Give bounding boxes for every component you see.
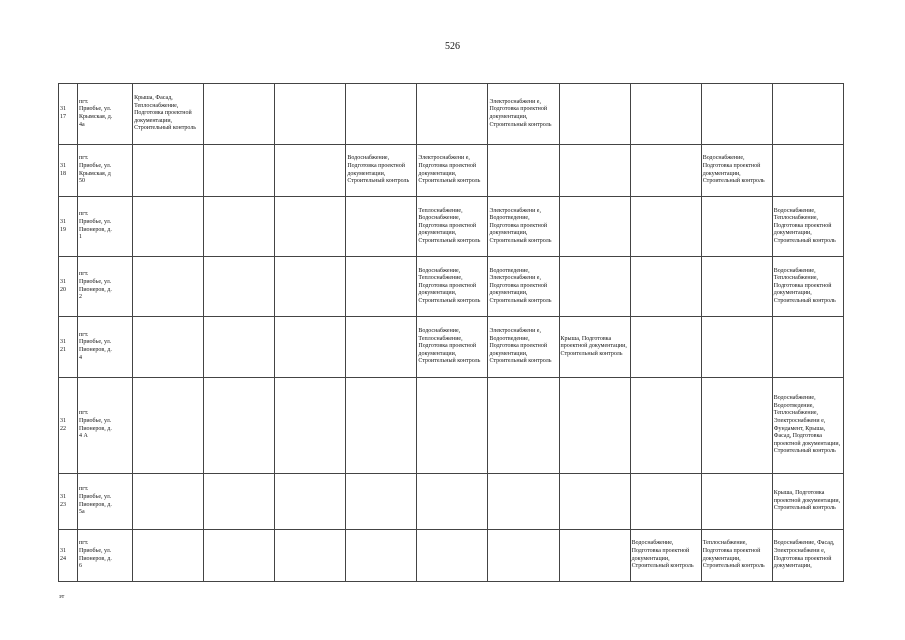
table-row (59, 84, 844, 145)
address-line: 4 (79, 354, 83, 361)
work-type-cell (346, 317, 417, 378)
work-type-cell (204, 197, 275, 257)
row-number-line: 31 (60, 218, 66, 225)
row-number-line: 19 (60, 226, 66, 233)
work-type-cell: Водоснабжение, Теплоснабжение, Подготовка проектной документации, Строительный контроль (417, 317, 488, 378)
address-line: Приобье, ул. (79, 339, 112, 346)
address-line: Приобье, ул. (79, 218, 112, 225)
address-line: пгт. (79, 486, 89, 493)
work-type-cell (204, 474, 275, 530)
address-cell (78, 84, 133, 145)
work-type-cell (133, 197, 204, 257)
table-row (59, 257, 844, 317)
page-number: 526 (445, 41, 460, 52)
row-number-line: 22 (60, 425, 66, 432)
work-type-cell: Теплоснабжение, Подготовка проектной документации, Строительный контроль (701, 530, 772, 582)
table-row (59, 474, 844, 530)
work-type-cell: Водоснабжение, Теплоснабжение, Подготовка проектной документации, Строительный контроль (772, 197, 843, 257)
work-type-cell (488, 530, 559, 582)
row-number-line: 18 (60, 170, 66, 177)
work-type-cell: Крыша, Фасад, Теплоснабжение, Подготовка проектной документации, Строительный контроль (133, 84, 204, 145)
work-type-cell: Водоснабжение, Водоотведение, Теплоснабжение, Электроснабжени е, Фундамент, Крыша, Фасад, Подготовка проектной документации, Строительный контроль (772, 378, 843, 474)
work-type-cell (701, 378, 772, 474)
row-number-line: 17 (60, 114, 66, 120)
address-line: 2 (79, 294, 83, 301)
work-type-cell (133, 257, 204, 317)
work-type-cell (772, 84, 843, 145)
work-type-cell (346, 378, 417, 474)
work-type-cell: Крыша, Подготовка проектной документации, Строительный контроль (559, 317, 630, 378)
work-type-cell (630, 378, 701, 474)
table-body (59, 84, 844, 582)
work-type-cell (204, 530, 275, 582)
work-type-cell: Водоснабжение, Теплоснабжение, Подготовка проектной документации, Строительный контроль (417, 257, 488, 317)
address-line: 4а (79, 121, 85, 128)
row-number-cell (59, 145, 78, 197)
work-type-cell (630, 474, 701, 530)
address-line: 50 (79, 178, 86, 185)
address-cell (78, 530, 133, 582)
work-type-cell (559, 530, 630, 582)
work-type-cell: Водоотведение, Электроснабжени е, Подготовка проектной документации, Строительный контроль (488, 257, 559, 317)
address-line: Приобье, ул. (79, 162, 112, 169)
address-line: Пионеров, д. (79, 501, 112, 508)
work-type-cell (275, 257, 346, 317)
work-type-cell (488, 474, 559, 530)
address-cell (78, 257, 133, 317)
row-number-cell (59, 84, 78, 145)
row-number-line: 31 (60, 339, 66, 346)
work-type-cell: Крыша, Подготовка проектной документации, Строительный контроль (772, 474, 843, 530)
work-type-cell (630, 317, 701, 378)
row-number-cell (59, 257, 78, 317)
work-type-cell (346, 474, 417, 530)
row-number-line: 31 (60, 278, 66, 285)
address-line: пгт. (79, 271, 89, 278)
address-line: Приобье, ул. (79, 547, 112, 554)
work-type-cell (204, 317, 275, 378)
work-type-cell (559, 197, 630, 257)
work-type-cell (204, 84, 275, 145)
work-type-cell (559, 474, 630, 530)
work-type-cell (275, 317, 346, 378)
address-line: Приобье, ул. (79, 493, 112, 500)
work-type-cell (346, 84, 417, 145)
work-type-cell (701, 317, 772, 378)
table-row (59, 145, 844, 197)
work-type-cell (133, 145, 204, 197)
address-line: Пионеров, д. (79, 425, 112, 432)
work-type-cell (630, 197, 701, 257)
address-cell (78, 197, 133, 257)
work-type-cell: Водоснабжение, Подготовка проектной документации, Строительный контроль (701, 145, 772, 197)
address-line: Пионеров, д. (79, 286, 112, 293)
footer-mark: эт (59, 594, 65, 600)
work-type-cell (204, 145, 275, 197)
work-type-cell (417, 530, 488, 582)
work-type-cell: Водоснабжение, Подготовка проектной документации, Строительный контроль (630, 530, 701, 582)
address-line: 6 (79, 563, 83, 570)
work-type-cell (275, 145, 346, 197)
row-number-cell (59, 474, 78, 530)
address-line: пгт. (79, 155, 89, 162)
table-row (59, 378, 844, 474)
work-type-cell (346, 257, 417, 317)
work-type-cell (488, 378, 559, 474)
work-type-cell (630, 84, 701, 145)
row-number-cell (59, 378, 78, 474)
address-line: Приобье, ул. (79, 278, 112, 285)
work-type-cell (275, 197, 346, 257)
work-type-cell (559, 257, 630, 317)
row-number-line: 20 (60, 286, 66, 293)
table-row (59, 197, 844, 257)
address-line: Приобье, ул. (79, 417, 112, 424)
work-type-cell (701, 197, 772, 257)
work-type-cell (559, 145, 630, 197)
row-number-line: 31 (60, 493, 66, 500)
work-type-cell: Электроснабжени е, Подготовка проектной документации, Строительный контроль (488, 84, 559, 145)
work-type-cell (417, 474, 488, 530)
address-cell (78, 145, 133, 197)
work-type-cell: Водоснабжение, Подготовка проектной документации, Строительный контроль (346, 145, 417, 197)
row-number-line: 31 (60, 417, 66, 424)
work-type-cell (204, 378, 275, 474)
work-type-cell (275, 378, 346, 474)
work-type-cell (559, 84, 630, 145)
work-type-cell: Теплоснабжение, Водоснабжение, Подготовка проектной документации, Строительный контроль (417, 197, 488, 257)
address-line: Крымская, д. (79, 114, 113, 120)
work-type-cell (417, 378, 488, 474)
row-number-cell (59, 197, 78, 257)
work-type-cell (630, 257, 701, 317)
table-row (59, 530, 844, 582)
address-line: пгт. (79, 540, 89, 547)
address-line: пгт. (79, 98, 89, 105)
work-type-cell (488, 145, 559, 197)
address-line: пгт. (79, 331, 89, 338)
work-type-cell (133, 530, 204, 582)
address-cell (78, 378, 133, 474)
work-type-cell (204, 257, 275, 317)
address-line: Приобье, ул. (79, 106, 112, 113)
work-type-cell (133, 378, 204, 474)
row-number-line: 23 (60, 501, 66, 508)
work-type-cell (346, 530, 417, 582)
row-number-line: 31 (60, 547, 66, 554)
row-number-cell (59, 317, 78, 378)
address-cell (78, 317, 133, 378)
work-type-cell (275, 84, 346, 145)
work-type-cell (701, 84, 772, 145)
row-number-line: 31 (60, 162, 66, 169)
work-type-cell (275, 474, 346, 530)
address-line: Крымская, д (79, 170, 111, 177)
work-type-cell (701, 474, 772, 530)
work-type-cell: Водоснабжение, Фасад, Электроснабжени е, Подготовка проектной документации, (772, 530, 843, 582)
work-type-cell: Электроснабжени е, Водоотведение, Подготовка проектной документации, Строительный контроль (488, 317, 559, 378)
row-number-line: 31 (60, 106, 66, 113)
address-line: Пионеров, д. (79, 555, 112, 562)
work-type-cell (133, 474, 204, 530)
address-line: 1 (79, 234, 83, 241)
work-type-cell (701, 257, 772, 317)
work-type-cell (133, 317, 204, 378)
address-line: Пионеров, д. (79, 347, 112, 353)
row-number-cell (59, 530, 78, 582)
table-row (59, 317, 844, 378)
address-line: Пионеров, д. (79, 226, 112, 233)
work-type-cell: Электроснабжени е, Подготовка проектной документации, Строительный контроль (417, 145, 488, 197)
work-type-cell (630, 145, 701, 197)
work-type-cell: Электроснабжени е, Водоотведение, Подготовка проектной документации, Строительный контроль (488, 197, 559, 257)
work-type-cell (417, 84, 488, 145)
work-type-cell (346, 197, 417, 257)
address-line: пгт. (79, 410, 89, 417)
address-line: 4 А (79, 433, 88, 440)
capital-repair-schedule-table (58, 83, 844, 582)
work-type-cell (772, 317, 843, 378)
work-type-cell: Водоснабжение, Теплоснабжение, Подготовка проектной документации, Строительный контроль (772, 257, 843, 317)
row-number-line: 21 (60, 347, 66, 353)
work-type-cell (772, 145, 843, 197)
work-type-cell (275, 530, 346, 582)
row-number-line: 24 (60, 555, 66, 562)
address-line: 5а (79, 509, 85, 516)
address-line: пгт. (79, 211, 89, 218)
address-cell (78, 474, 133, 530)
work-type-cell (559, 378, 630, 474)
